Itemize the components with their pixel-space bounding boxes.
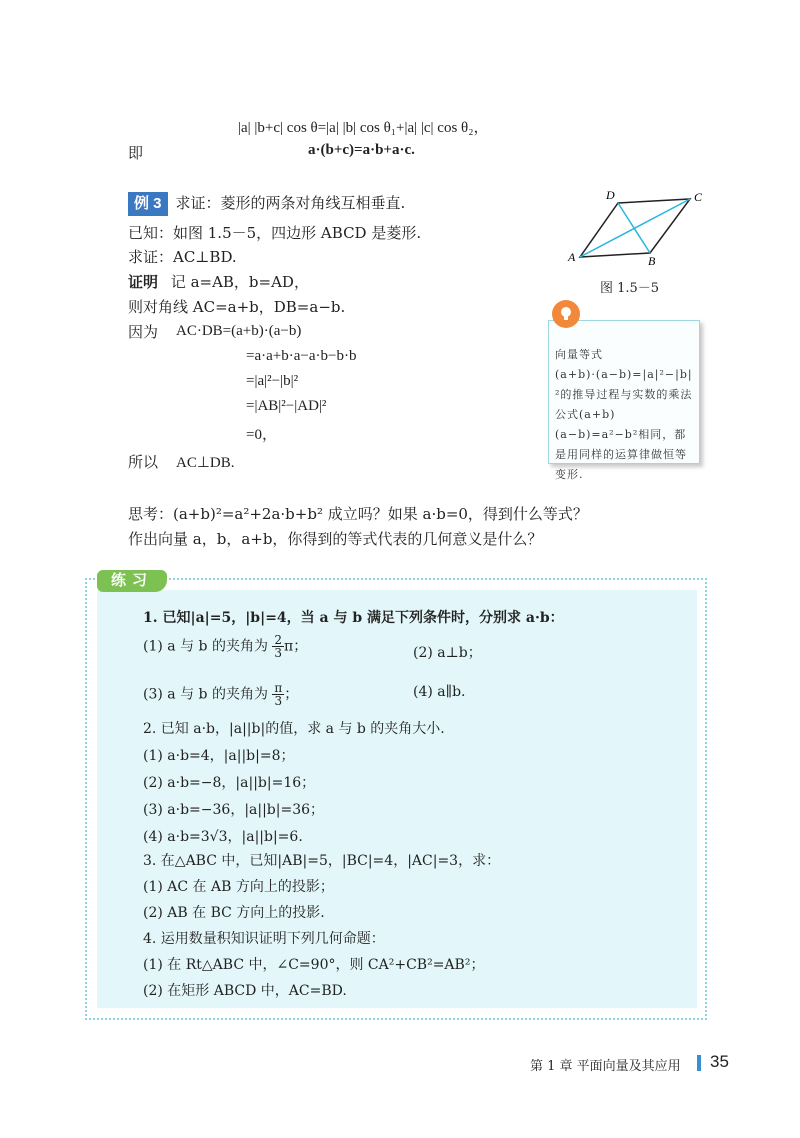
q2-part-3: (3) a·b=−36，|a||b|=36； bbox=[143, 802, 325, 818]
q3-part-2: (2) AB 在 BC 方向上的投影. bbox=[143, 905, 325, 921]
q1-part-1-suffix: π； bbox=[284, 638, 308, 655]
proof-line-1 bbox=[128, 271, 309, 293]
footer-divider bbox=[697, 1055, 701, 1071]
question-3: 3. 在△ABC 中，已知|AB|=5，|BC|=4，|AC|=3，求： bbox=[143, 853, 501, 869]
proof-text-1: 记 a=AB，b=AD， bbox=[170, 273, 309, 291]
fraction-numerator: 2 bbox=[274, 633, 283, 647]
therefore-label: 所以 bbox=[128, 453, 159, 471]
lightbulb-icon bbox=[552, 300, 580, 328]
page-number: 35 bbox=[710, 1052, 729, 1071]
q2-part-1: (1) a·b=4，|a||b|=8； bbox=[143, 748, 295, 764]
proof-step-2: =a·a+b·a−a·b−b·b bbox=[246, 348, 357, 364]
note-box bbox=[548, 320, 700, 481]
rhombus-figure bbox=[560, 185, 710, 265]
q1-part-1-text: (1) a 与 b 的夹角为 bbox=[143, 638, 268, 655]
question-1: 1. 已知|a|=5，|b|=4，当 a 与 b 满足下列条件时，分别求 a·b： bbox=[143, 610, 564, 626]
think-line-1: 思考：(a+b)²=a²+2a·b+b² 成立吗？如果 a·b=0，得到什么等式？ bbox=[128, 505, 588, 523]
practice-tag: 练习 bbox=[97, 570, 167, 592]
note-text: 向量等式(a+b)·(a−b)=|a|²−|b|²的推导过程与实数的乘法公式(a+b)(a−b)=a²−b²相同，都是用同样的运算律做恒等变形. bbox=[555, 348, 693, 481]
because-label: 因为 bbox=[128, 323, 159, 341]
proof-step-4: =|AB|²−|AD|² bbox=[246, 398, 327, 414]
q1-part-3 bbox=[143, 682, 298, 707]
q4-part-1: (1) 在 Rt△ABC 中，∠C=90°，则 CA²+CB²=AB²； bbox=[143, 957, 485, 973]
question-4: 4. 运用数量积知识证明下列几何命题： bbox=[143, 931, 385, 947]
example-given: 已知：如图 1.5－5，四边形 ABCD 是菱形. bbox=[128, 224, 422, 242]
fraction-pi-3 bbox=[272, 682, 284, 707]
example-badge: 例 3 bbox=[128, 192, 168, 216]
vertex-d-label: D bbox=[606, 188, 615, 202]
example-prove: 求证：AC⊥BD. bbox=[128, 248, 237, 266]
example-heading bbox=[128, 192, 405, 216]
proof-conclusion: AC⊥DB. bbox=[176, 455, 235, 471]
vertex-a-label: A bbox=[568, 250, 576, 264]
equation-line-1: |a| |b+c| cos θ=|a| |b| cos θ₁+|a| |c| cos θ₂， bbox=[238, 120, 489, 136]
vertex-b-label: B bbox=[648, 254, 656, 265]
q1-part-2: (2) a⊥b； bbox=[413, 645, 482, 661]
fraction-numerator: π bbox=[274, 681, 283, 695]
q2-part-4: (4) a·b=3√3，|a||b|=6. bbox=[143, 829, 303, 845]
diagonal-bd bbox=[618, 203, 650, 253]
proof-step-3: =|a|²−|b|² bbox=[246, 373, 299, 389]
q1-part-3-text: (3) a 与 b 的夹角为 bbox=[143, 686, 268, 703]
equation-line-2: a·(b+c)=a·b+a·c. bbox=[308, 142, 415, 158]
think-line-2: 作出向量 a，b，a+b，你得到的等式代表的几何意义是什么？ bbox=[128, 530, 543, 548]
proof-step-5: =0， bbox=[246, 427, 277, 443]
practice-box bbox=[85, 572, 705, 1018]
lightbulb-glyph bbox=[552, 300, 580, 328]
proof-label: 证明 bbox=[128, 273, 159, 291]
fraction-denominator: 3 bbox=[274, 646, 283, 660]
proof-line-2: 则对角线 AC=a+b，DB=a−b. bbox=[128, 298, 346, 316]
chapter-footer: 第 1 章 平面向量及其应用 bbox=[530, 1059, 681, 1074]
question-2: 2. 已知 a·b，|a||b|的值，求 a 与 b 的夹角大小. bbox=[143, 721, 445, 737]
q2-part-2: (2) a·b=−8，|a||b|=16； bbox=[143, 775, 316, 791]
fraction-2-3 bbox=[272, 634, 284, 659]
diagonal-ac bbox=[580, 199, 690, 257]
q1-part-4: (4) a∥b. bbox=[413, 684, 466, 700]
q1-part-3-suffix: ； bbox=[284, 686, 299, 703]
example-title: 求证：菱形的两条对角线互相垂直. bbox=[175, 194, 406, 212]
q4-part-2: (2) 在矩形 ABCD 中，AC=BD. bbox=[143, 983, 347, 999]
figure-caption: 图 1.5－5 bbox=[600, 281, 660, 296]
q1-part-1 bbox=[143, 634, 307, 659]
fraction-denominator: 3 bbox=[274, 694, 283, 708]
vertex-c-label: C bbox=[694, 190, 703, 204]
q3-part-1: (1) AC 在 AB 方向上的投影； bbox=[143, 879, 334, 895]
ji-label: 即 bbox=[128, 144, 144, 162]
proof-step-1: AC·DB=(a+b)·(a−b) bbox=[176, 323, 302, 339]
